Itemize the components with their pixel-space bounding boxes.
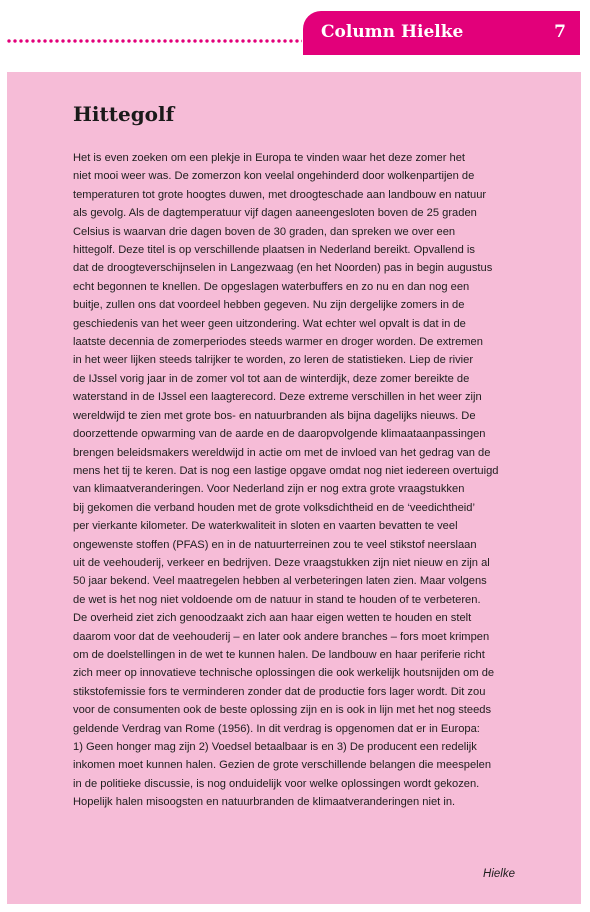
column-header-tab bbox=[303, 11, 580, 55]
body-line: in het weer lijken steeds talrijker te worden, zo leren de statistieken. Liep de rivier bbox=[73, 354, 474, 367]
body-line: hittegolf. Deze titel is op verschillende plaatsen in Nederland bereikt. Opvallend is bbox=[73, 244, 475, 257]
body-line: dat de droogteverschijnselen in Langezwaag (en het Noorden) pas in begin augustus bbox=[73, 262, 493, 275]
body-line: geldende Verdrag van Rome (1956). In dit verdrag is opgenomen dat er in Europa: bbox=[73, 722, 480, 735]
body-line: voor de consumenten ook de beste oplossing zijn en is ook in lijn met het nog steeds bbox=[73, 704, 492, 717]
article-body bbox=[73, 149, 525, 812]
body-line: doorzettende opwarming van de aarde en de daaropvolgende klimaataanpassingen bbox=[73, 428, 486, 441]
body-line: De overheid ziet zich genoodzaakt zich aan haar eigen wetten te houden en stelt bbox=[73, 612, 472, 625]
author-signature: Hielke bbox=[483, 868, 515, 880]
body-line: brengen beleidsmakers wereldwijd in actie om met de invloed van het gedrag van de bbox=[73, 446, 491, 459]
body-line: temperaturen tot grote hoogtes duwen, met droogteschade aan landbouw en natuur bbox=[73, 188, 487, 201]
body-line: Het is even zoeken om een plekje in Europa te vinden waar het deze zomer het bbox=[73, 152, 466, 164]
body-line: in de politieke discussie, is nog onduidelijk voor welke oplossingen wordt gekozen. bbox=[73, 777, 480, 790]
body-line: laatste decennia de zomerperiodes steeds warmer en droger worden. De extremen bbox=[73, 336, 483, 349]
body-line: zich meer op innovatieve technische oplossingen die ook werkelijk houtsnijden om de bbox=[73, 667, 495, 680]
body-line: geschiedenis van het weer geen uitzondering. Wat echter wel opvalt is dat in de bbox=[73, 317, 466, 330]
column-title: Column Hielke bbox=[321, 22, 464, 42]
body-line: de wet is het nog niet voldoende om de natuur in stand te houden of te verbeteren. bbox=[73, 593, 481, 606]
body-line: niet mooi weer was. De zomerzon kon veelal ongehinderd door wolkenpartijen de bbox=[73, 170, 475, 183]
article-panel bbox=[7, 72, 581, 904]
body-line: van klimaatveranderingen. Voor Nederland zijn er nog extra grote vraagstukken bbox=[73, 483, 465, 496]
body-line: bij gekomen die verband houden met de grote volksdichtheid en de ‘veedichtheid’ bbox=[73, 501, 475, 514]
dotted-divider bbox=[6, 38, 302, 44]
article-title: Hittegolf bbox=[73, 102, 175, 126]
body-line: ongewenste stoffen (PFAS) en in de natuurterreinen zou te veel stikstof neerslaan bbox=[73, 538, 477, 551]
body-line: daarom voor dat de veehouderij – en later ook andere branches – fors moet krimpen bbox=[73, 630, 490, 643]
page-number: 7 bbox=[554, 22, 566, 42]
body-line: wereldwijd te zien met grote bos- en natuurbranden als bijna dagelijks nieuws. De bbox=[73, 409, 476, 422]
body-line: per vierkante kilometer. De waterkwaliteit in sloten en vaarten bevatten te veel bbox=[73, 520, 458, 533]
body-line: om de doelstellingen in de wet te kunnen halen. De landbouw en haar periferie richt bbox=[73, 648, 485, 661]
body-line: 1) Geen honger mag zijn 2) Voedsel betaalbaar is en 3) De producent een redelijk bbox=[73, 741, 477, 753]
body-line: stikstofemissie fors te verminderen zonder dat de productie fors lager wordt. Dit zou bbox=[73, 685, 486, 698]
body-line: echt begonnen te knellen. De opgeslagen waterbuffers en zo nu en dan nog een bbox=[73, 280, 470, 293]
body-line: 50 jaar bekend. Veel maatregelen hebben al verbeteringen laten zien. Maar volgens bbox=[73, 575, 487, 588]
body-line: inkomen moet kunnen halen. Gezien de grote verschillende belangen die meespelen bbox=[73, 759, 492, 772]
body-line: de IJssel vorig jaar in de zomer vol tot aan de winterdijk, deze zomer bereikte de bbox=[73, 372, 470, 385]
body-line: waterstand in de IJssel een laagterecord. Deze extreme verschillen in het weer zijn bbox=[73, 391, 482, 404]
body-line: uit de veehouderij, verkeer en bedrijven. Deze vraagstukken zijn niet nieuw en zijn al bbox=[73, 556, 490, 569]
body-line: buitje, zullen ons dat voordeel hebben gegeven. Nu zijn dergelijke zomers in de bbox=[73, 299, 465, 312]
body-line: Hopelijk halen misoogsten en natuurbranden de klimaatveranderingen niet in. bbox=[73, 796, 456, 809]
body-line: Celsius is waarvan drie dagen boven de 30 graden, dan spreken we over een bbox=[73, 225, 456, 238]
body-line: als gevolg. Als de dagtemperatuur vijf dagen aaneengesloten boven de 25 graden bbox=[73, 207, 477, 220]
body-line: mens het tij te keren. Dat is nog een lastige opgave omdat nog niet iedereen overtuigd bbox=[73, 464, 499, 477]
